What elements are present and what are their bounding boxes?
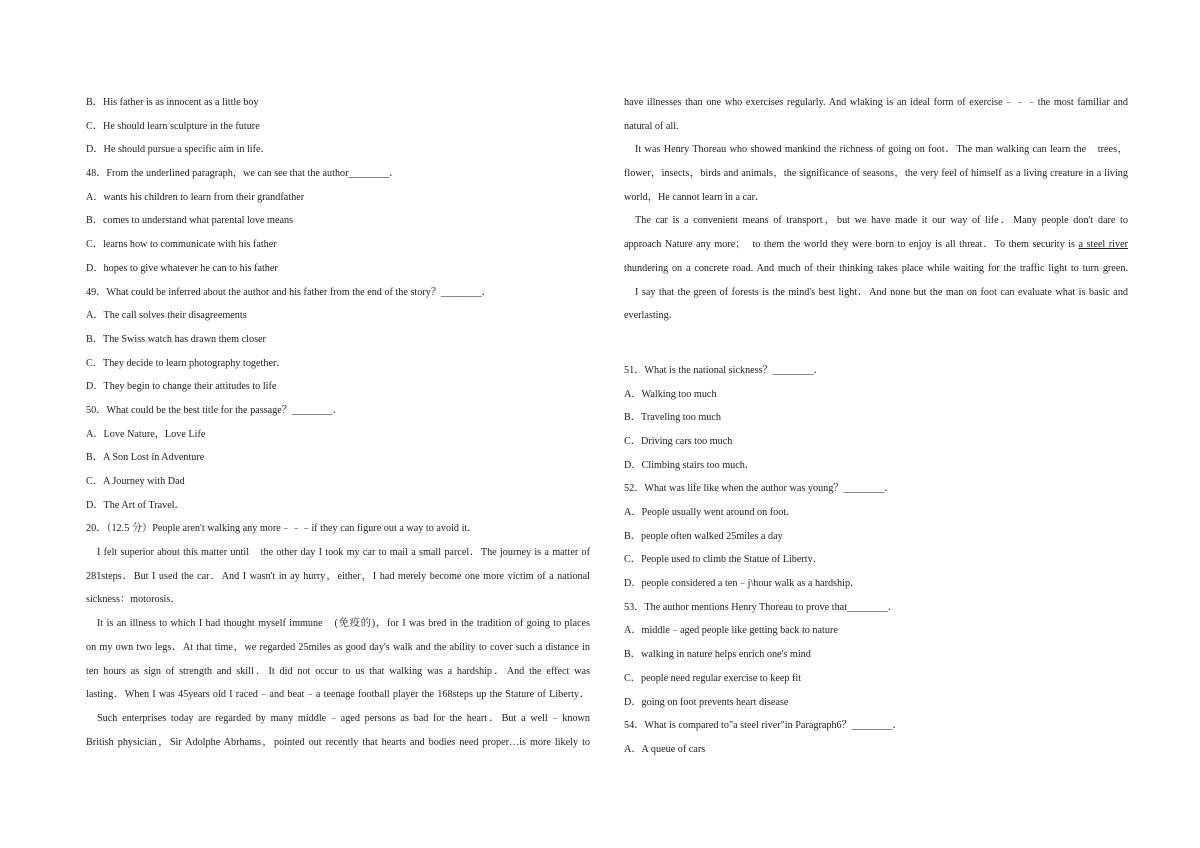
left-column <box>86 91 590 754</box>
text-line: D．hopes to give whatever he can to his father <box>86 262 278 274</box>
text-line: A．The call solves their disagreements <box>86 310 247 322</box>
text-line: 48．From the underlined paragraph，we can see that the author________． <box>86 168 400 180</box>
text-line: It was Henry Thoreau who showed mankind the richness of going on foot．The man walking can learn the trees， <box>635 144 1128 156</box>
text-line: B．walking in nature helps enrich one's mind <box>624 649 811 661</box>
passage-continuation <box>624 91 1128 233</box>
text-line: 50．What could be the best title for the passage？________． <box>86 404 343 416</box>
text-line: C．People used to climb the Statue of Liberty． <box>624 554 823 566</box>
text-line: Such enterprises today are regarded by many middle﹣aged persons as bad for the heart．But a well﹣known <box>97 712 590 724</box>
text-line: flower，insects，birds and animals，the significance of seasons，the very feel of himself as a living creature in a living <box>624 168 1128 180</box>
text-line: lasting．When I was 45years old I raced﹣and beat﹣a teenage football player the 168steps up the Stature of Liberty． <box>86 689 590 701</box>
text-line: A．middle﹣aged people like getting back to nature <box>624 625 838 637</box>
text-line: A．A queue of cars <box>624 743 706 755</box>
text-line: B．A Son Lost in Adventure <box>86 452 205 464</box>
right-column <box>624 91 1128 762</box>
text-line: B．The Swiss watch has drawn them closer <box>86 333 266 345</box>
text-line: 281steps．But I used the car．And I wasn't in ay hurry，either，I had merely become one more victim of a national <box>86 570 590 582</box>
text-line: B．Traveling too much <box>624 412 721 424</box>
text-line: B．people often walked 25miles a day <box>624 530 783 542</box>
question-list <box>624 359 1128 762</box>
text-line: I felt superior about this matter until the other day I took my car to mail a small parcel．The journey is a matter of <box>97 547 590 559</box>
text-line: D．The Art of Travel． <box>86 499 185 511</box>
text-line: D．people considered a ten﹣j\hour walk as a hardship． <box>624 578 861 590</box>
text-line: A．People usually went around on foot． <box>624 507 797 518</box>
text-line: The car is a convenient means of transport，but we have made it our way of life．Many people don't dare to <box>635 215 1128 227</box>
text-line: B．comes to understand what parental love means <box>86 215 294 227</box>
text-line: It is an illness to which I had thought myself immune (免疫的)，for I was bred in the tradition of going to places <box>97 618 590 630</box>
text-line: world，He cannot learn in a car． <box>624 191 766 203</box>
underlined-phrase: a steel river <box>1078 239 1128 251</box>
text-line: on my own two legs．At that time，we regarded 25miles as good day's walk and the ability to cover such a distance in <box>86 641 590 653</box>
text-line: B．His father is as innocent as a little boy <box>86 97 259 108</box>
text-line: A．Walking too much <box>624 388 717 400</box>
text-line: 20．（12.5 分）People aren't walking any more﹣﹣﹣if they can figure out a way to avoid it． <box>86 523 478 535</box>
text-line: ten hours as sign of strength and skill．It did not occur to us that walking was a hardship．And the effect was <box>86 665 590 677</box>
text-line: have illnesses than one who exercises regularly. And wlaking is an ideal form of exercise﹣﹣﹣the most familiar and <box>624 97 1128 108</box>
passage-text: approach Nature any more； to them the world they were born to enjoy is all threat．To them security is <box>624 239 1079 251</box>
text-line: 54．What is compared to"a steel river"in Paragraph6？________． <box>624 720 903 732</box>
text-line: sickness：motorosis． <box>86 594 181 606</box>
text-line: everlasting． <box>624 310 679 322</box>
text-line: thundering on a concrete road. And much of their thinking takes place while waiting for the traffic light to turn green. <box>624 262 1128 274</box>
text-line: C．They decide to learn photography together． <box>86 357 287 369</box>
text-line: C．people need regular exercise to keep fit <box>624 672 802 684</box>
text-line: British physician，Sir Adolphe Abrhams，pointed out recently that hearts and bodies need proper…is more likely to <box>86 736 590 748</box>
text-line: C．He should learn sculpture in the future <box>86 120 260 132</box>
text-line: C．A Journey with Dad <box>86 476 185 487</box>
text-line: natural of all. <box>624 120 679 132</box>
text-line: D．Climbing stairs too much． <box>624 459 756 471</box>
text-line: 53．The author mentions Henry Thoreau to prove that________． <box>624 601 898 613</box>
passage-ending <box>624 257 1128 328</box>
text-line: 49．What could be inferred about the author and his father from the end of the story？________． <box>86 286 492 298</box>
passage-line-underlined <box>624 233 1128 257</box>
text-line: D．going on foot prevents heart disease <box>624 696 789 708</box>
text-line: 51．What is the national sickness？________． <box>624 364 824 376</box>
text-line: 52．What was life like when the author was young？________． <box>624 483 895 495</box>
text-line: D．They begin to change their attitudes to life <box>86 381 277 393</box>
text-line: D．He should pursue a specific aim in life． <box>86 144 271 156</box>
text-line: I say that the green of forests is the mind's best light．And none but the man on foot can evaluate what is basic and <box>635 286 1128 298</box>
text-line: C．learns how to communicate with his father <box>86 239 277 251</box>
text-line: A．wants his children to learn from their grandfather <box>86 191 305 203</box>
text-line: C．Driving cars too much <box>624 435 733 447</box>
section-gap <box>624 328 1128 359</box>
text-line: A．Love Nature，Love Life <box>86 428 206 440</box>
